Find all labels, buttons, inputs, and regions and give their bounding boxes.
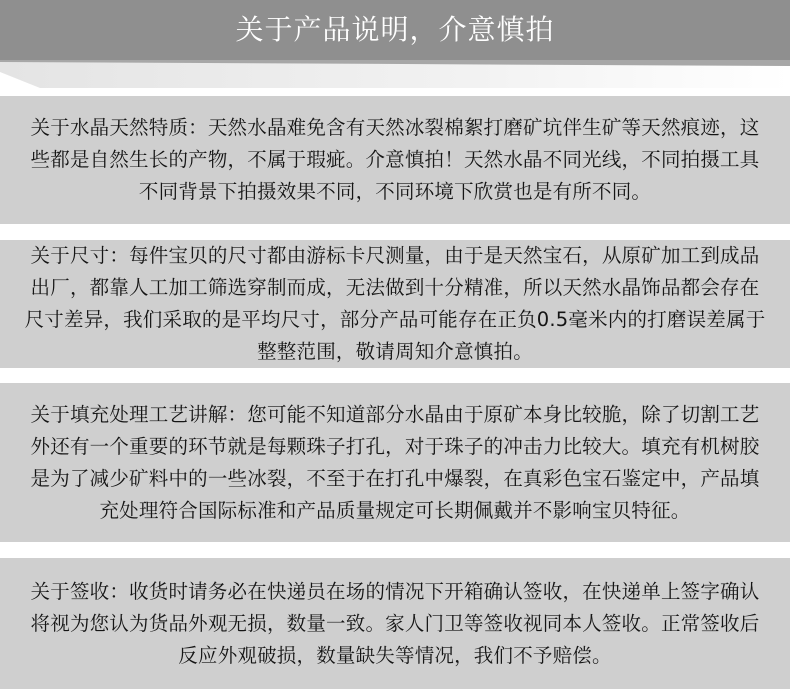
section-size xyxy=(0,240,790,368)
section-crystal-nature xyxy=(0,96,790,224)
section-text: 关于水晶天然特质：天然水晶难免含有天然冰裂棉絮打磨矿坑伴生矿等天然痕迹，这些都是自然生长的产物，不属于瑕疵。介意慎拍！天然水晶不同光线，不同拍摄工具不同背景下拍摄效果不同，不同环境下欣赏也是有所不同。 xyxy=(30,116,760,203)
section-text: 关于填充处理工艺讲解：您可能不知道部分水晶由于原矿本身比较脆，除了切割工艺外还有一个重要的环节就是每颗珠子打孔，对于珠子的冲击力比较大。填充有机树胶是为了减少矿料中的一些冰裂，不至于在打孔中爆裂，在真彩色宝石鉴定中，产品填充处理符合国际标准和产品质量规定可长期佩戴并不影响宝贝特征。 xyxy=(30,402,760,522)
page-title: 关于产品说明，介意慎拍 xyxy=(235,13,555,46)
header-banner xyxy=(0,0,790,88)
section-filling-process xyxy=(0,383,790,542)
section-text: 关于尺寸：每件宝贝的尺寸都由游标卡尺测量，由于是天然宝石，从原矿加工到成品出厂，都靠人工加工筛选穿制而成，无法做到十分精准，所以天然水晶饰品都会存在尺寸差异，我们采取的是平均尺寸，部分产品可能存在正负0.5毫米内的打磨误差属于整整范围，敬请周知介意慎拍。 xyxy=(24,244,766,363)
section-receipt xyxy=(0,558,790,689)
section-text: 关于签收：收货时请务必在快递员在场的情况下开箱确认签收，在快递单上签字确认将视为您认为货品外观无损，数量一致。家人门卫等签收视同本人签收。正常签收后反应外观破损，数量缺失等情况，我们不予赔偿。 xyxy=(30,579,760,667)
